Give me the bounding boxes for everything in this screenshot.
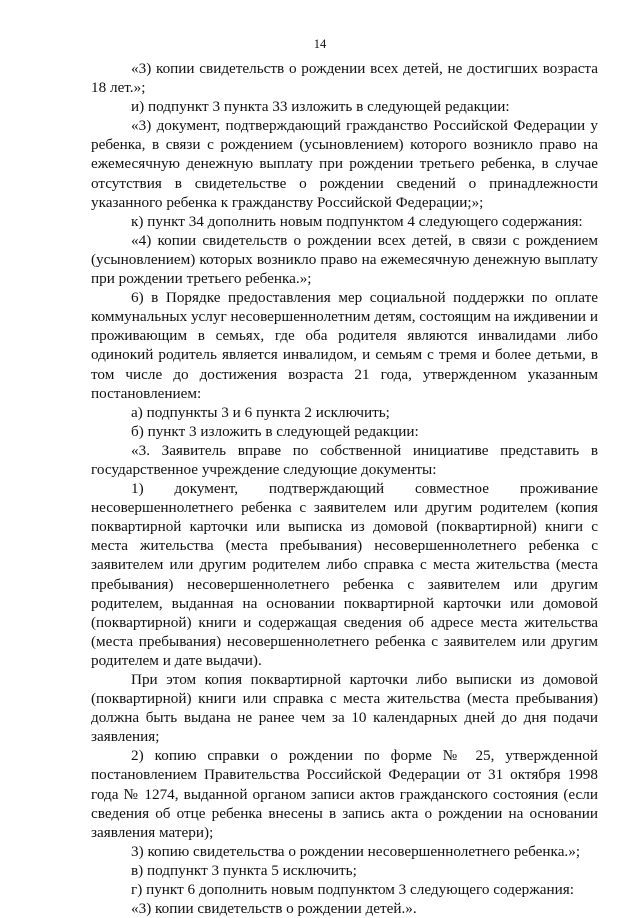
paragraph: «3. Заявитель вправе по собственной инициативе представить в государственное учреждение следующие документы: [91,441,598,478]
paragraph: 2) копию справки о рождении по форме № 25, утвержденной постановлением Правительства Российской Федерации от 31 октября 1998 года № 1274, выданной органом записи актов гражданского состояния (если сведения об отце ребенка внесены в запись акта о рождении на основании заявления матери); [91,747,598,841]
paragraph: а) подпункты 3 и 6 пункта 2 исключить; [131,403,390,421]
paragraph: б) пункт 3 изложить в следующей редакции: [131,422,419,440]
paragraph: «3) документ, подтверждающий гражданство Российской Федерации у ребенка, в связи с рождением (усыновлением) которого возникло право на ежемесячную денежную выплату при рождении третьего ребенка, в случае отсутствия в свидетельстве о рождении сведений о принадлежности указанного ребенка к гражданству Российской Федерации;»; [91,117,598,211]
page-number: 14 [313,37,327,51]
paragraph: 6) в Порядке предоставления мер социальной поддержки по оплате коммунальных услуг несовершеннолетним детям, состоящим на иждивении и проживающим в семьях, где оба родителя являются инвалидами либо одинокий родитель является инвалидом, и семьям с тремя и более детьми, в том числе до достижения возраста 21 года, утвержденном указанным постановлением: [91,289,598,402]
paragraph: к) пункт 34 дополнить новым подпунктом 4 следующего содержания: [131,212,583,230]
paragraph: г) пункт 6 дополнить новым подпунктом 3 следующего содержания: [131,881,574,899]
paragraph: При этом копия поквартирной карточки либо выписки из домовой (поквартирной) книги или справка с места жительства (места пребывания) должна быть выдана не ранее чем за 10 календарных дней до дня подачи заявления; [91,671,598,746]
paragraph: «4) копии свидетельств о рождении всех детей, в связи с рождением (усыновлением) которых возникло право на ежемесячную денежную выплату при рождении третьего ребенка.»; [91,231,598,288]
document-body [91,59,598,918]
paragraph: в) подпункт 3 пункта 5 исключить; [131,861,357,879]
paragraph: «3) копии свидетельств о рождении детей.». [131,900,417,918]
paragraph: 1) документ, подтверждающий совместное проживание несовершеннолетнего ребенка с заявителем или другим родителем (копия поквартирной карточки или выписка из домовой (поквартирной) книги с места жительства (места пребывания) несовершеннолетнего ребенка с заявителем или другим родителем либо справка с места жительства (места пребывания) несовершеннолетнего ребенка с заявителем или другим родителем, выданная на основании поквартирной карточки или домовой (поквартирной) книги и содержащая сведения об адресе места жительства (места пребывания) несовершеннолетнего ребенка с заявителем или другим родителем и дате выдачи). [91,480,598,669]
paragraph: «3) копии свидетельств о рождении всех детей, не достигших возраста 18 лет.»; [91,60,598,97]
paragraph: 3) копию свидетельства о рождении несовершеннолетнего ребенка.»; [131,842,581,860]
paragraph: и) подпункт 3 пункта 33 изложить в следующей редакции: [131,98,510,116]
